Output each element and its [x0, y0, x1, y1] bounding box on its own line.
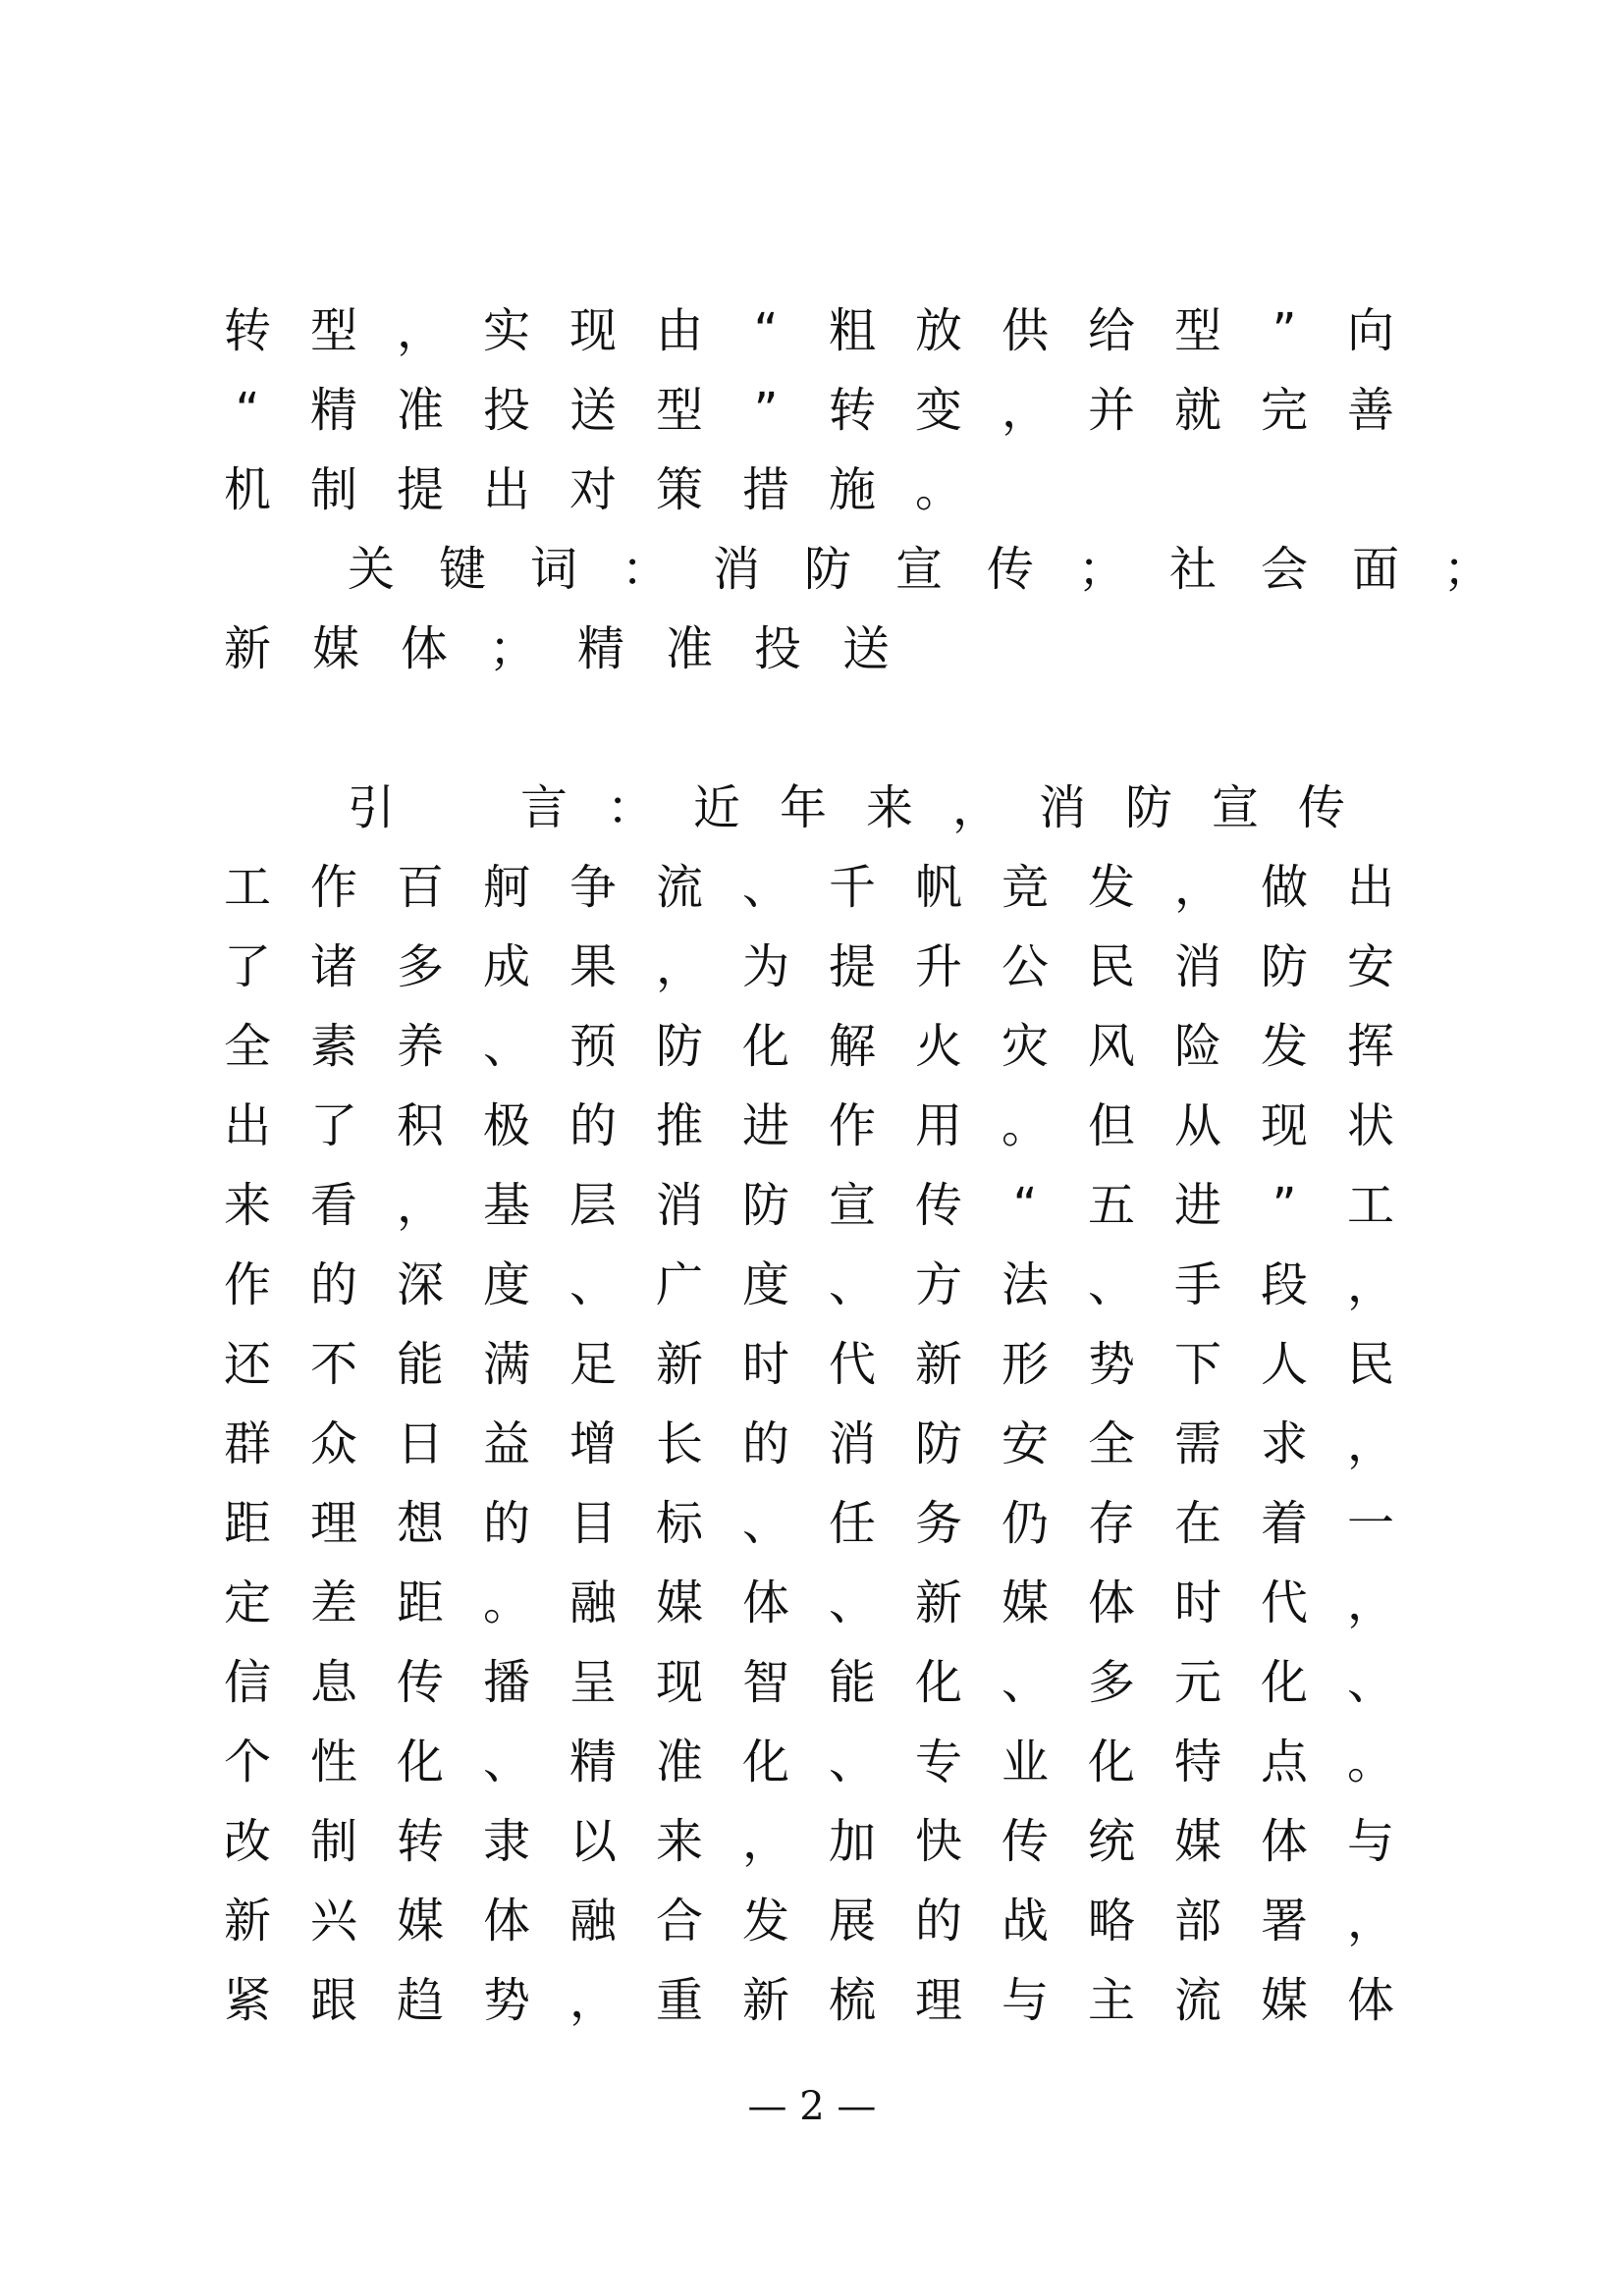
- keywords-line: 新 媒 体 ； 精 准 投 送: [223, 621, 890, 676]
- text-line: 来 看 ， 基 层 消 防 宣 传 “ 五 进 ” 工: [223, 1178, 1394, 1233]
- text-line: 距 理 想 的 目 标 、 任 务 仍 存 在 着 一: [223, 1496, 1394, 1551]
- text-line: 了 诸 多 成 果 ， 为 提 升 公 民 消 防 安: [223, 939, 1394, 994]
- text-line: 个 性 化 、 精 准 化 、 专 业 化 特 点 。: [223, 1735, 1394, 1789]
- text-line: 还 不 能 满 足 新 时 代 新 形 势 下 人 民: [223, 1337, 1394, 1392]
- text-line: 工 作 百 舸 争 流 、 千 帆 竞 发 ， 做 出: [223, 860, 1394, 915]
- text-line: 新 兴 媒 体 融 合 发 展 的 战 略 部 署 ，: [223, 1894, 1394, 1949]
- text-line: 定 差 距 。 融 媒 体 、 新 媒 体 时 代 ，: [223, 1575, 1394, 1630]
- text-line: 转 型 ， 实 现 由 “ 粗 放 供 给 型 ” 向: [223, 303, 1394, 358]
- intro-heading-line: 引 言 ： 近 年 来 ， 消 防 宣 传: [347, 780, 1345, 835]
- text-line: 出 了 积 极 的 推 进 作 用 。 但 从 现 状: [223, 1098, 1394, 1153]
- text-line: 紧 跟 趋 势 ， 重 新 梳 理 与 主 流 媒 体: [223, 1973, 1394, 2028]
- text-line: 全 素 养 、 预 防 化 解 火 灾 风 险 发 挥: [223, 1019, 1394, 1074]
- text-line: 群 众 日 益 增 长 的 消 防 安 全 需 求 ，: [223, 1416, 1394, 1471]
- text-line: 机 制 提 出 对 策 措 施 。: [223, 462, 962, 517]
- text-line: 信 息 传 播 呈 现 智 能 化 、 多 元 化 、: [223, 1655, 1394, 1710]
- keywords-line: 关 键 词 ： 消 防 宣 传 ； 社 会 面 ；: [347, 542, 1490, 597]
- text-line: 改 制 转 隶 以 来 ， 加 快 传 统 媒 体 与: [223, 1814, 1394, 1869]
- text-line: “ 精 准 投 送 型 ” 转 变 ， 并 就 完 善: [235, 383, 1394, 438]
- text-line: 作 的 深 度 、 广 度 、 方 法 、 手 段 ，: [223, 1257, 1394, 1312]
- page-number: — 2 —: [747, 2084, 877, 2129]
